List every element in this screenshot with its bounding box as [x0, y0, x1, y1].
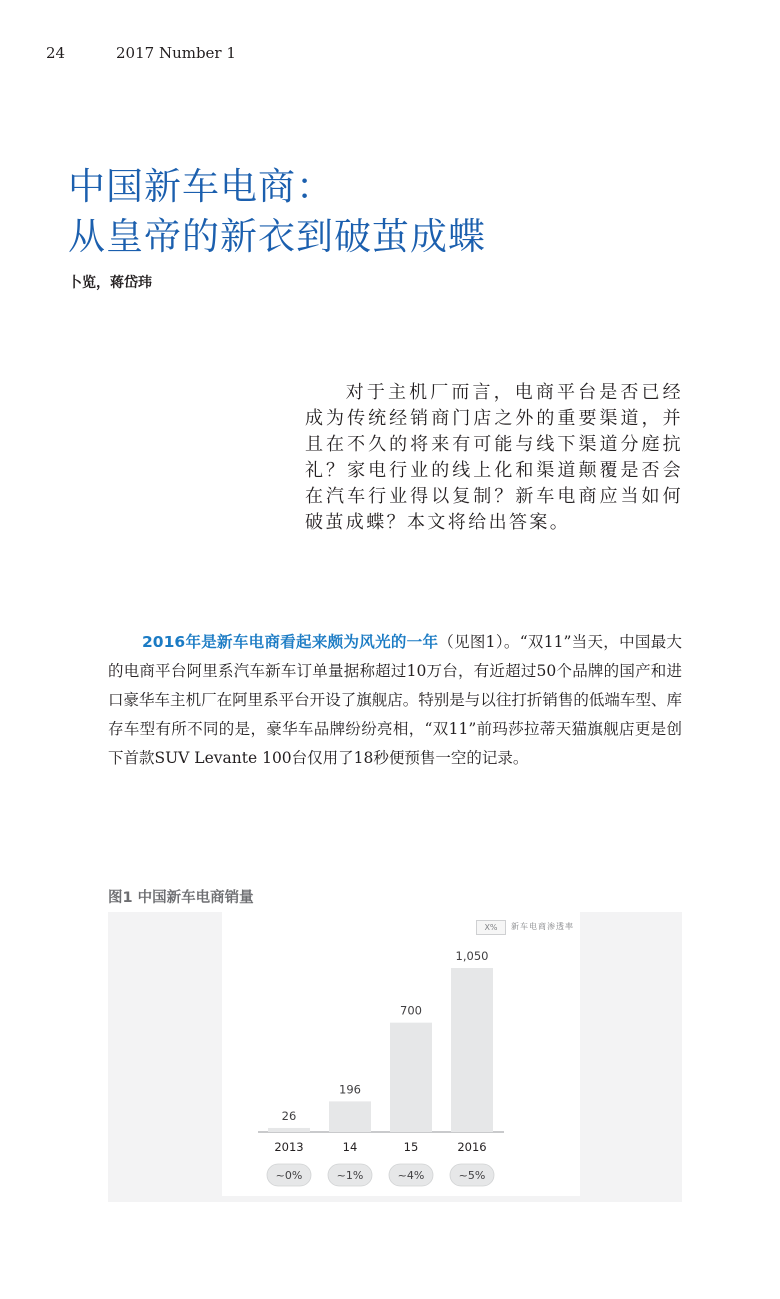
legend-swatch: X%: [476, 920, 506, 935]
body-paragraph: [108, 628, 682, 773]
bar-chart: [222, 912, 580, 1196]
bar: [390, 1023, 432, 1132]
x-tick-label: 14: [342, 1140, 358, 1154]
figure-caption: 图1 中国新车电商销量: [108, 890, 254, 906]
legend-label: 新车电商渗透率: [511, 922, 574, 931]
x-tick-label: 2016: [457, 1140, 487, 1154]
bar: [451, 968, 493, 1132]
x-tick-label: 15: [403, 1140, 419, 1154]
page-number: 24: [46, 44, 66, 62]
title-line-2: 从皇帝的新衣到破茧成蝶: [68, 215, 486, 258]
penetration-label: ~0%: [275, 1169, 303, 1182]
body-lead: 2016年是新车电商看起来颇为风光的一年: [142, 633, 439, 651]
bar-value-label: 1,050: [455, 949, 489, 963]
abstract: [305, 380, 683, 536]
bar: [329, 1101, 371, 1132]
title-line-1: 中国新车电商：: [68, 165, 334, 208]
x-tick-label: 2013: [274, 1140, 304, 1154]
bar: [268, 1128, 310, 1132]
chart-area: [222, 912, 580, 1196]
penetration-label: ~5%: [458, 1169, 486, 1182]
authors: 卜览，蒋岱玮: [68, 275, 152, 291]
penetration-label: ~1%: [336, 1169, 364, 1182]
body-rest: （见图1）。“双11”当天，中国最大的电商平台阿里系汽车新车订单量据称超过10万台，有近超过50个品牌的国产和进口豪华车主机厂在阿里系平台开设了旗舰店。特别是与以往打折销售的低端车型、库存车型有所不同的是，豪华车品牌纷纷亮相，“双11”前玛莎拉蒂天猫旗舰店更是创下首款SUV Levante 100台仅用了18秒便预售一空的记录。: [108, 633, 682, 767]
bar-value-label: 196: [339, 1082, 361, 1097]
bar-value-label: 700: [400, 1003, 422, 1018]
issue-label: 2017 Number 1: [116, 44, 236, 62]
abstract-text: 对于主机厂而言，电商平台是否已经成为传统经销商门店之外的重要渠道，并且在不久的将来有可能与线下渠道分庭抗礼？家电行业的线上化和渠道颠覆是否会在汽车行业得以复制？新车电商应当如何破茧成蝶？本文将给出答案。: [305, 382, 683, 533]
bar-value-label: 26: [281, 1108, 297, 1123]
article-title: [68, 162, 486, 262]
penetration-label: ~4%: [397, 1169, 425, 1182]
